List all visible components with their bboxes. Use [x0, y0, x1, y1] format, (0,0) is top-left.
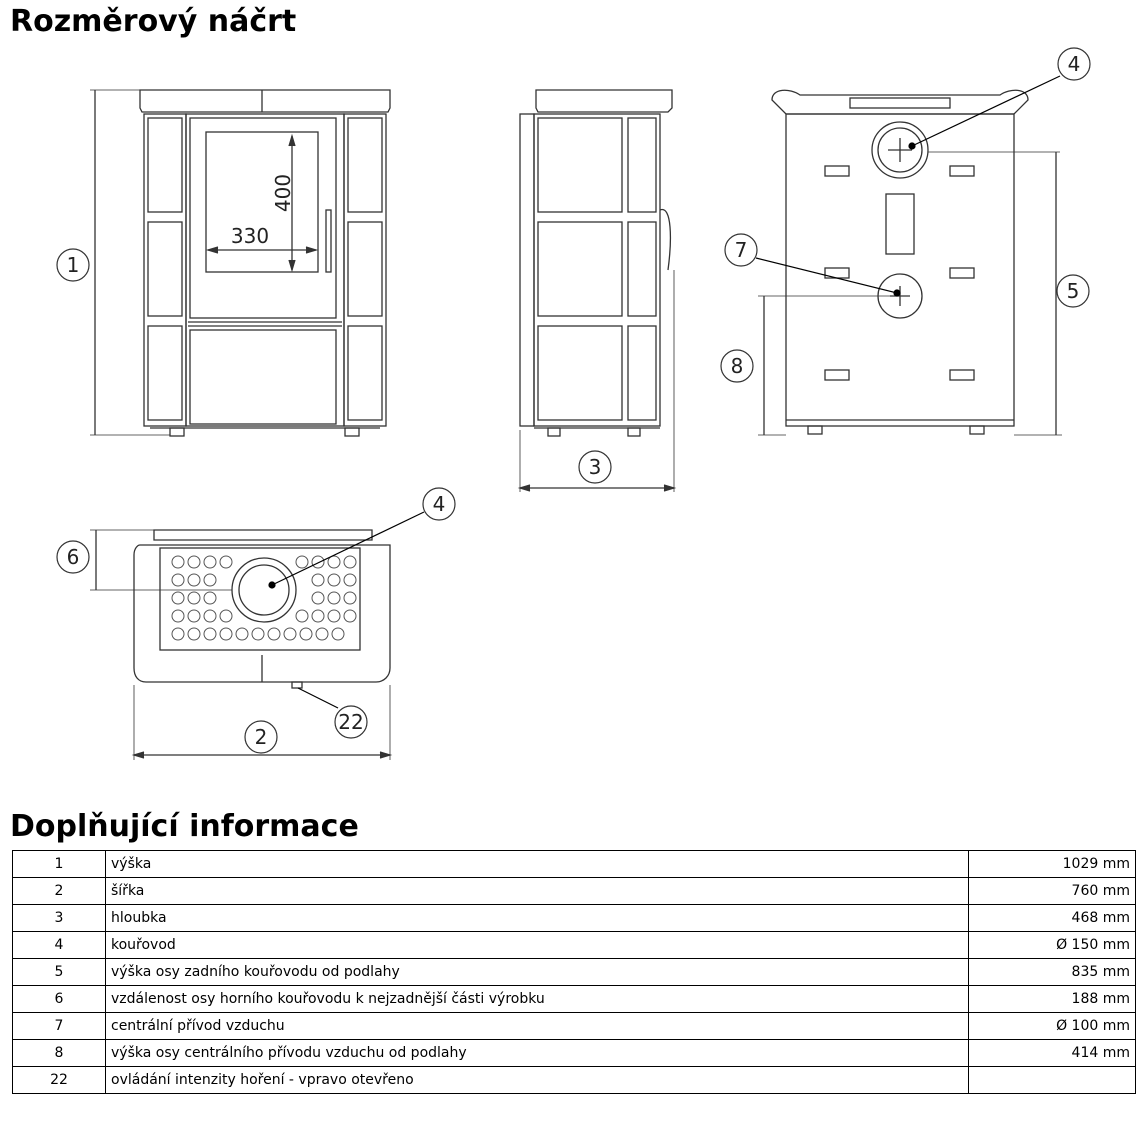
- row-description: šířka: [106, 878, 969, 905]
- table-row: [13, 1040, 1136, 1067]
- row-value: 1029 mm: [969, 851, 1136, 878]
- table-row: [13, 1013, 1136, 1040]
- row-description: hloubka: [106, 905, 969, 932]
- callout-label-1: 1: [66, 253, 80, 277]
- row-description: ovládání intenzity hoření - vpravo otevřeno: [106, 1067, 969, 1094]
- row-number: 4: [13, 932, 106, 959]
- info-table: [12, 850, 1136, 1094]
- row-number: 8: [13, 1040, 106, 1067]
- table-row: [13, 986, 1136, 1013]
- door-width-label: 330: [230, 224, 270, 248]
- row-number: 7: [13, 1013, 106, 1040]
- table-row: [13, 1067, 1136, 1094]
- info-title: Doplňující informace: [10, 809, 359, 844]
- row-number: 1: [13, 851, 106, 878]
- table-row: [13, 905, 1136, 932]
- front-view: [90, 90, 390, 436]
- callout-label-5: 5: [1066, 279, 1080, 303]
- back-view: [758, 90, 1062, 435]
- row-description: kouřovod: [106, 932, 969, 959]
- callout-label-3: 3: [588, 455, 602, 479]
- callout-label-8: 8: [730, 354, 744, 378]
- row-number: 3: [13, 905, 106, 932]
- row-value: 760 mm: [969, 878, 1136, 905]
- row-description: výška osy zadního kouřovodu od podlahy: [106, 959, 969, 986]
- row-description: výška: [106, 851, 969, 878]
- callout-label-6: 6: [66, 545, 80, 569]
- callout-label-7: 7: [734, 238, 748, 262]
- table-row: [13, 878, 1136, 905]
- callout-label-22: 22: [338, 710, 364, 734]
- sketch-title: Rozměrový náčrt: [10, 4, 297, 39]
- row-description: vzdálenost osy horního kouřovodu k nejzadnější části výrobku: [106, 986, 969, 1013]
- row-number: 22: [13, 1067, 106, 1094]
- row-value: 468 mm: [969, 905, 1136, 932]
- row-value: 188 mm: [969, 986, 1136, 1013]
- dimension-drawing: [0, 40, 1146, 770]
- row-description: centrální přívod vzduchu: [106, 1013, 969, 1040]
- table-row: [13, 959, 1136, 986]
- row-value: 414 mm: [969, 1040, 1136, 1067]
- row-value: Ø 100 mm: [969, 1013, 1136, 1040]
- side-view: [520, 90, 674, 492]
- callout-label-2: 2: [254, 725, 268, 749]
- row-value: [969, 1067, 1136, 1094]
- row-value: 835 mm: [969, 959, 1136, 986]
- row-number: 2: [13, 878, 106, 905]
- row-value: Ø 150 mm: [969, 932, 1136, 959]
- callout-label-4-back: 4: [1067, 52, 1081, 76]
- table-row: [13, 851, 1136, 878]
- row-description: výška osy centrálního přívodu vzduchu od podlahy: [106, 1040, 969, 1067]
- row-number: 6: [13, 986, 106, 1013]
- callout-label-4-top: 4: [432, 492, 446, 516]
- door-height-label: 400: [271, 173, 295, 213]
- row-number: 5: [13, 959, 106, 986]
- table-row: [13, 932, 1136, 959]
